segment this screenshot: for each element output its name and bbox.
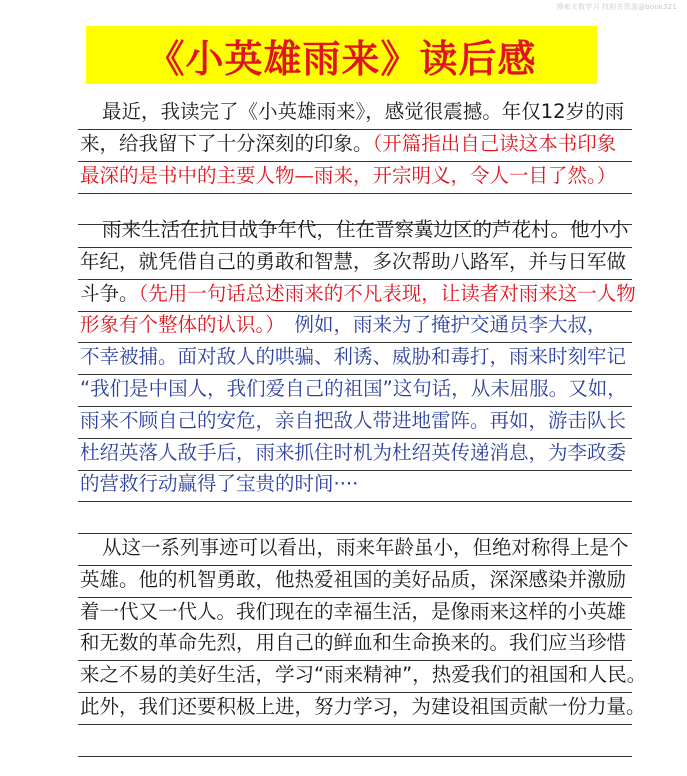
ruled-line (0, 373, 687, 407)
text-line (80, 313, 607, 337)
example-text: “我们是中国人，我们爱自己的祖国”这句话，从未屈服。又如， (80, 377, 627, 400)
text-line (80, 663, 646, 687)
text-line (102, 218, 629, 242)
ruled-line (0, 532, 687, 566)
underline-rule (78, 756, 632, 757)
text-line (80, 441, 626, 465)
essay-text: 来之不易的美好生活，学习“雨来精神”，热爱我们的祖国和人民。 (80, 663, 647, 687)
title-banner (86, 26, 597, 84)
watermark-text: 搜索夫数学习 找相关资源@book321 (556, 3, 677, 11)
commentary-note: （先用一句话总述雨来的不凡表现，让读者对雨来这一人物 (138, 281, 636, 305)
ruled-line (0, 160, 687, 194)
ruled-line (0, 596, 687, 630)
example-text: 雨来不顾自己的安危，亲自把敌人带进地雷阵。再如，游击队长 (80, 408, 627, 432)
ruled-line (0, 437, 687, 471)
essay-text: 和无数的革命先烈，用自己的鲜血和生命换来的。我们应当珍惜 (80, 631, 627, 655)
text-line (80, 345, 626, 369)
text-line (80, 164, 616, 188)
text-line (80, 600, 626, 624)
ruled-line (0, 246, 687, 280)
essay-text: 英雄。他的机智勇敢，他热爱祖国的美好品质，深深感染并激励 (80, 567, 627, 591)
commentary-note: 最深的是书中的主要人物—雨来，开宗明义，令人一目了然。） (80, 163, 617, 187)
essay-text: 最近，我读完了《小英雄雨来》，感觉很震撼。年仅12岁的雨 (102, 100, 625, 123)
commentary-note: （开篇指出自己读这本书印象 (372, 131, 617, 155)
text-line (80, 377, 627, 401)
example-text: 杜绍英落人敌手后，雨来抓住时机为杜绍英传递消息，为李政委 (80, 440, 627, 464)
ruled-line (0, 278, 687, 312)
essay-text: 着一代又一代人。我们现在的幸福生活，是像雨来这样的小英雄 (80, 599, 627, 623)
ruled-line (0, 214, 687, 248)
text-line (80, 631, 626, 655)
ruled-line (0, 659, 687, 693)
text-line (80, 695, 646, 719)
essay-text: 雨来生活在抗日战争年代，住在晋察冀边区的芦花村。他小小 (102, 218, 629, 241)
essay-text: 来，给我留下了十分深刻的印象。 (80, 131, 373, 155)
text-line (80, 472, 358, 496)
ruled-line (0, 627, 687, 661)
essay-text: 年纪，就凭借自己的勇敢和智慧，多次帮助八路军，并与日军做 (80, 249, 627, 273)
example-text: 不幸被捕。面对敌人的哄骗、利诱、威胁和毒打，雨来时刻牢记 (80, 345, 627, 369)
text-line (80, 250, 626, 274)
text-line (80, 409, 626, 433)
ruled-line (0, 500, 687, 534)
commentary-note: 形象有个整体的认识。） (80, 313, 276, 337)
text-line (80, 568, 626, 592)
essay-text: 从这一系列事迹可以看出，雨来年龄虽小，但绝对称得上是个 (102, 536, 629, 559)
ruled-line (0, 128, 687, 162)
ruled-line (0, 723, 687, 757)
ruled-line (0, 96, 687, 130)
text-line (80, 282, 636, 306)
page-title: 《小英雄雨来》读后感 (146, 36, 537, 81)
essay-text: 此外，我们还要积极上进，努力学习，为建设祖国贡献一份力量。 (80, 695, 646, 718)
text-line (80, 132, 616, 156)
ruled-line (0, 564, 687, 598)
essay-text: 斗争。 (80, 281, 139, 305)
ruled-line (0, 341, 687, 375)
text-line (102, 100, 624, 124)
ruled-line (0, 309, 687, 343)
ruled-line (0, 405, 687, 439)
ruled-line (0, 691, 687, 725)
example-text: 的营救行动赢得了宝贵的时间···· (80, 472, 359, 496)
ruled-line (0, 468, 687, 502)
example-text: 例如，雨来为了掩护交通员李大叔， (275, 313, 607, 337)
text-line (102, 536, 629, 560)
